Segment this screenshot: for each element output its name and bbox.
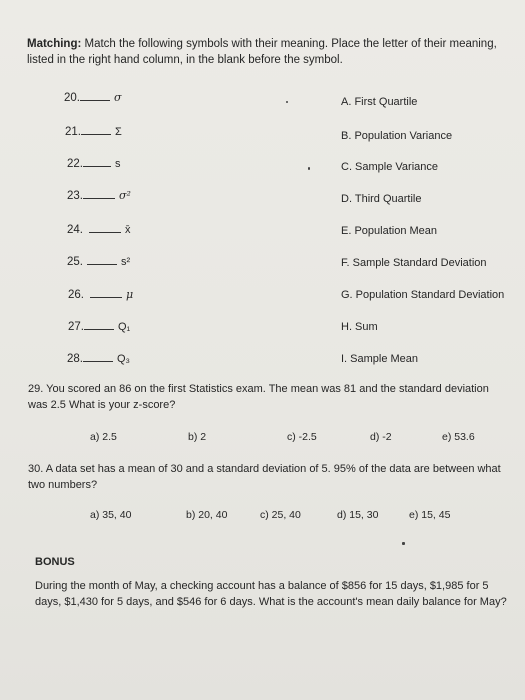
- answer-blank[interactable]: [83, 350, 113, 362]
- q30-answer-d: d) 15, 30: [337, 509, 379, 521]
- option-e: E. Population Mean: [341, 225, 438, 237]
- answer-blank[interactable]: [87, 253, 117, 265]
- question-30: 30. A data set has a mean of 30 and a standard deviation of 5. 95% of the data are between what two numbers?: [28, 463, 501, 491]
- answer-blank[interactable]: [83, 155, 111, 167]
- q30-answer-a: a) 35, 40: [90, 509, 132, 521]
- stray-mark: [286, 101, 288, 103]
- option-c: C. Sample Variance: [341, 161, 439, 173]
- item-number: 25.: [67, 256, 83, 268]
- option-i: I. Sample Mean: [341, 353, 419, 365]
- matching-item-27: [68, 318, 130, 333]
- item-number: 27.: [68, 321, 84, 333]
- item-symbol: s²: [121, 256, 131, 268]
- matching-item-22: [67, 155, 121, 170]
- item-symbol: Q₃: [117, 353, 131, 365]
- q29-answer-b: b) 2: [188, 431, 207, 443]
- answer-blank[interactable]: [81, 123, 111, 135]
- item-number: 26.: [68, 289, 84, 301]
- item-symbol: s: [115, 158, 121, 170]
- matching-item-25: [67, 253, 130, 268]
- option-b: B. Population Variance: [341, 130, 453, 142]
- q30-answer-b: b) 20, 40: [186, 509, 228, 521]
- item-number: 28.: [67, 353, 83, 365]
- item-number: 22.: [67, 158, 83, 170]
- instructions-label: Matching:: [27, 38, 82, 50]
- stray-mark: [308, 167, 310, 170]
- option-g: G. Population Standard Deviation: [341, 289, 505, 301]
- instructions-text: Match the following symbols with their meaning. Place the letter of their meaning, listed in the right hand column, in the blank before the symbol.: [27, 38, 497, 66]
- item-number: 24.: [67, 224, 83, 236]
- matching-item-21: [65, 123, 122, 138]
- q29-answer-e: e) 53.6: [442, 431, 475, 443]
- bonus-question: During the month of May, a checking account has a balance of $856 for 15 days, $1,985 for 5 days, $1,430 for 5 days, and $546 for 6 days. What is the account's mean daily balance for May?: [35, 580, 507, 608]
- bonus-heading: BONUS: [35, 556, 75, 568]
- answer-blank[interactable]: [84, 318, 114, 330]
- answer-blank[interactable]: [83, 187, 115, 199]
- item-number: 21.: [65, 126, 81, 138]
- q29-answer-a: a) 2.5: [90, 431, 117, 443]
- q29-answer-c: c) -2.5: [287, 431, 317, 443]
- matching-item-26: [68, 286, 133, 301]
- matching-item-24: [67, 221, 131, 236]
- answer-blank[interactable]: [90, 286, 122, 298]
- matching-item-28: [67, 350, 130, 365]
- matching-item-20: [64, 89, 122, 104]
- item-symbol: x̄: [125, 224, 131, 236]
- item-symbol: Σ: [115, 126, 122, 138]
- item-symbol: μ: [126, 288, 134, 301]
- matching-item-23: [67, 187, 131, 202]
- item-number: 20.: [64, 92, 80, 104]
- instructions: [27, 36, 517, 68]
- item-symbol: σ: [114, 91, 122, 104]
- stray-mark: [402, 542, 405, 545]
- question-29: 29. You scored an 86 on the first Statistics exam. The mean was 81 and the standard deviation was 2.5 What is your z-score?: [28, 383, 489, 411]
- q29-answer-d: d) -2: [370, 431, 392, 443]
- item-number: 23.: [67, 190, 83, 202]
- q30-answer-c: c) 25, 40: [260, 509, 301, 521]
- item-symbol: σ²: [119, 189, 131, 202]
- item-symbol: Q₁: [118, 321, 131, 333]
- q30-answer-e: e) 15, 45: [409, 509, 451, 521]
- option-d: D. Third Quartile: [341, 193, 422, 205]
- option-a: A. First Quartile: [341, 96, 418, 108]
- answer-blank[interactable]: [80, 89, 110, 101]
- option-f: F. Sample Standard Deviation: [341, 257, 487, 269]
- answer-blank[interactable]: [89, 221, 121, 233]
- option-h: H. Sum: [341, 321, 378, 333]
